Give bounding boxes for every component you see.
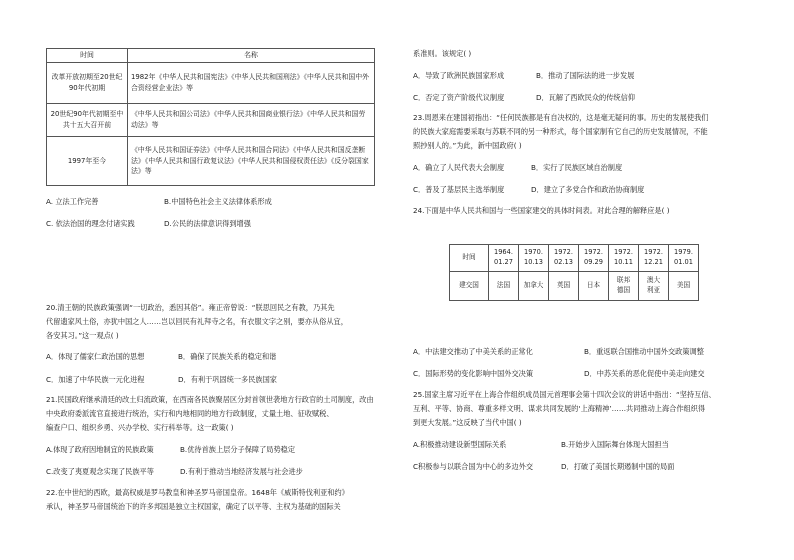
table-cell-names: 《中华人民共和国公司法》《中华人民共和国商业银行法》《中华人民共和国劳动法》等 [128, 104, 375, 137]
country-label: 建交国 [450, 272, 489, 301]
q22-option-a: A．导致了欧洲民族国家形成 [413, 71, 505, 80]
q20-option-c: C．加速了中华民族一元化进程 [46, 375, 145, 384]
q23-option-a: A．确立了人民代表大会制度 [413, 163, 505, 172]
date-cell: 1972. 02.13 [549, 245, 579, 272]
q21-option-c: C.改变了夷夏观念实现了民族平等 [46, 467, 154, 476]
q19-option-a: A. 立法工作完善 [46, 197, 99, 206]
date-cell: 1972. 09.29 [579, 245, 609, 272]
q20-stem-line3: 各安其习。”这一观点( ) [46, 331, 119, 340]
q22-stem-line3: 系准则。该规定( ) [413, 49, 472, 58]
q25-option-a: A.积极推动建设新型国际关系 [413, 440, 507, 449]
q25-option-b: B.开始步入国际舞台体现大国担当 [561, 440, 669, 449]
q21-option-d: D.有利于推动当地经济发展与社会进步 [180, 467, 303, 476]
country-cell: 澳大 利亚 [639, 272, 669, 301]
q22-stem-line2: 承认，神圣罗马帝国统治下的许多邦国是独立主权国家，确定了以平等、主权为基础的国际关 [46, 502, 341, 511]
time-label: 时间 [450, 245, 489, 272]
q23-option-c: C．普及了基层民主选举制度 [413, 185, 505, 194]
table-row [47, 137, 375, 186]
q21-option-a: A.体现了政府因地制宜的民族政策 [46, 445, 154, 454]
q23-stem-line2: 的民族大家庭需要采取与苏联不同的另一种形式，每个国家制有它自己的历史发展情况，不能 [413, 127, 708, 136]
table-header-name: 名称 [128, 49, 375, 63]
q25-option-d: D．打破了美国长期遏制中国的局面 [561, 462, 675, 471]
country-cell: 联邦 德国 [609, 272, 639, 301]
q21-stem-line2: 中央政府委派流官直接进行统治，实行和内地相同的地方行政制度，丈量土地、征收赋税、 [46, 409, 334, 418]
q19-option-c: C. 依法治国的理念付诸实践 [46, 219, 135, 228]
diplomacy-table [449, 244, 699, 301]
country-cell: 英国 [549, 272, 579, 301]
date-cell: 1972. 12.21 [639, 245, 669, 272]
country-cell: 日本 [579, 272, 609, 301]
table-row [450, 245, 699, 272]
q21-option-b: B.优待首族上层分子保障了局势稳定 [180, 445, 296, 454]
q24-option-d: D．中苏关系的恶化促使中美走向建交 [584, 369, 705, 378]
date-cell: 1979. 01.01 [669, 245, 699, 272]
q23-stem-line3: 照抄别人的。”为此，新中国政府( ) [413, 141, 522, 150]
q19-option-d: D.公民的法律意识得到增强 [164, 219, 251, 228]
q22-option-b: B．推动了国际法的进一步发展 [536, 71, 635, 80]
q25-stem-line1: 25.国家主席习近平在上海合作组织成员国元首理事会第十四次会议的讲话中指出：“坚持互信、 [413, 390, 716, 399]
q25-option-c: C积极参与以联合国为中心的多边外交 [413, 462, 534, 471]
q22-option-c: C．否定了资产阶级代议制度 [413, 93, 505, 102]
law-table [46, 48, 375, 186]
date-cell: 1972. 10.11 [609, 245, 639, 272]
table-header-time: 时间 [47, 49, 128, 63]
q20-stem-line2: 代留遗家风土俗，亦犹中国之人……岂以回民有礼拜寺之名，有衣服文字之别，要亦从俗从宜， [46, 317, 348, 326]
country-cell: 加拿大 [519, 272, 549, 301]
q23-stem-line1: 23.周恩来在建国初指出：“任何民族都是有自决权的，这是毫无疑问的事。历史的发展使我们 [413, 113, 709, 122]
q20-stem-line1: 20.清王朝的民族政策强调“一切政治，悉因其俗”。雍正帝曾说：“朕思回民之有教，乃其先 [46, 303, 335, 312]
q22-option-d: D．瓦解了西欧民众的传统信仰 [536, 93, 635, 102]
q25-stem-line2: 互利、平等、协商、尊重多样文明、谋求共同发展的‘上海精神’……共同推动上海合作组织得 [413, 404, 706, 413]
date-cell: 1964. 01.27 [489, 245, 519, 272]
q23-option-b: B．实行了民族区域自治制度 [531, 163, 623, 172]
q25-stem-line3: 到更大发展。”这反映了当代中国( ) [413, 418, 522, 427]
q24-option-a: A．中法建交推动了中美关系的正常化 [413, 347, 533, 356]
table-row [47, 104, 375, 137]
q23-option-d: D．建立了多党合作和政治协商制度 [531, 185, 645, 194]
table-cell-period: 改革开放初期至20世纪90年代初期 [47, 63, 128, 104]
table-cell-names: 《中华人民共和国证券法》《中华人民共和国合同法》《中华人民共和国反垄断法》《中华人民共和国行政复议法》《中华人民共和国侵权责任法》《反分裂国家法》等 [128, 137, 375, 186]
table-cell-period: 1997年至今 [47, 137, 128, 186]
country-cell: 法国 [489, 272, 519, 301]
q24-option-c: C．国际形势的变化影响中国外交决策 [413, 369, 534, 378]
table-header-row [47, 49, 375, 63]
q22-stem-line1: 22.在中世纪的西欧，最高权威是罗马教皇和神圣罗马帝国皇帝。1648年《威斯特伐利亚和约》 [46, 488, 349, 497]
table-row [450, 272, 699, 301]
q20-option-b: B．确保了民族关系的稳定和谐 [178, 352, 277, 361]
q20-option-a: A．体现了儒家仁政治国的思想 [46, 352, 145, 361]
q21-stem-line3: 编查户口、组织乡勇、兴办学校、实行科举等。这一政策( ) [46, 423, 234, 432]
table-cell-period: 20世纪90年代初期至中共十五大召开前 [47, 104, 128, 137]
q21-stem-line1: 21.民国政府继承清廷的改土归流政策，在西南各民族聚居区分封首领世袭地方行政官的土司制度，改由 [46, 395, 374, 404]
q24-option-b: B．重返联合国推动中国外交政策调整 [584, 347, 704, 356]
q20-option-d: D．有利于巩固统一多民族国家 [178, 375, 277, 384]
table-row [47, 63, 375, 104]
q24-stem: 24.下面是中华人民共和国与一些国家建交的具体时间表。对此合理的解释应是( ) [413, 206, 670, 215]
table-cell-names: 1982年《中华人民共和国宪法》《中华人民共和国刑法》《中华人民共和国中外合资经营企业法》等 [128, 63, 375, 104]
date-cell: 1970. 10.13 [519, 245, 549, 272]
country-cell: 美国 [669, 272, 699, 301]
q19-option-b: B.中国特色社会主义法律体系形成 [164, 197, 272, 206]
